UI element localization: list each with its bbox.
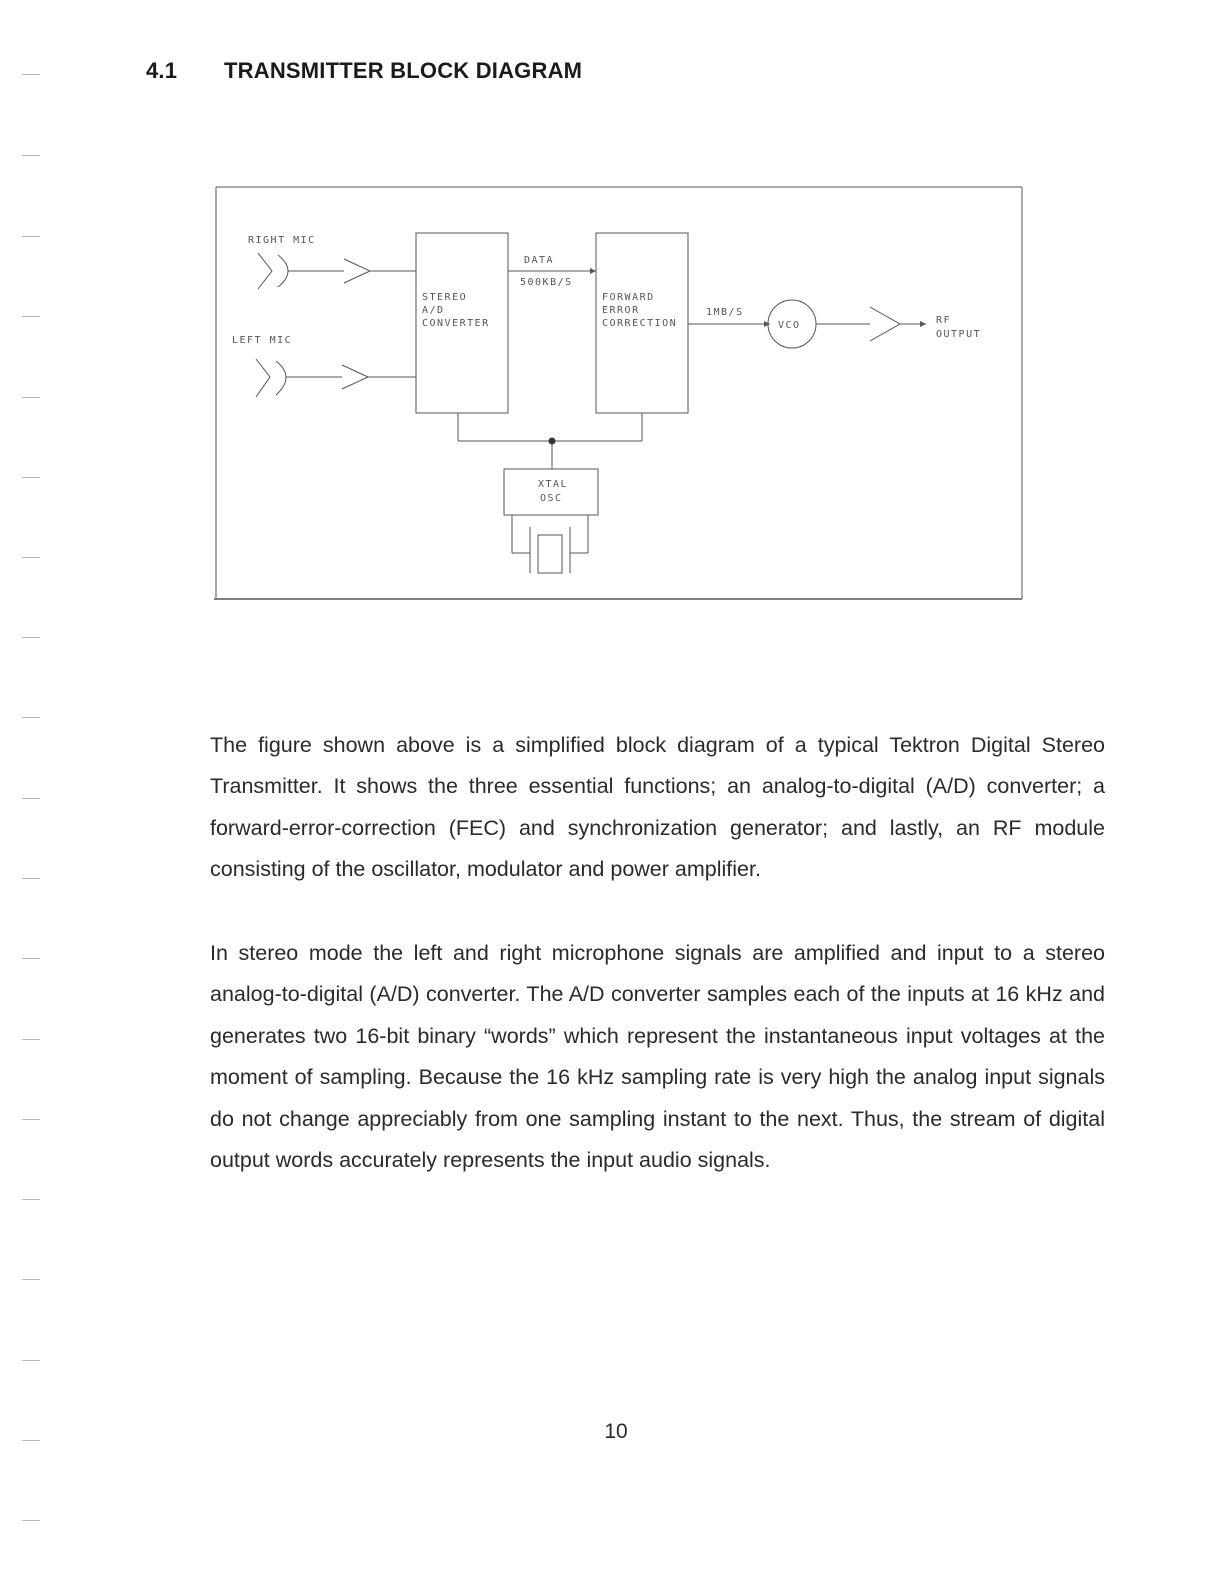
paragraph-overview: The figure shown above is a simplified block diagram of a typical Tektron Digital Stereo Transmitter. It shows the three essential functions; an analog-to-digital (A/D) converter; a forward-error-correction (FEC) and synchronization generator; and lastly, an RF module consisting of the oscillator, modulator and power amplifier. (210, 732, 1105, 881)
data-rate-label: 500KB/S (520, 277, 573, 288)
power-amplifier-icon (870, 307, 900, 341)
fec-label-line3: CORRECTION (602, 318, 678, 329)
right-mic-label: RIGHT MIC (248, 235, 316, 246)
bitrate-label: 1MB/S (706, 307, 744, 318)
rf-label-line2: OUTPUT (936, 329, 982, 340)
transmitter-block-diagram (210, 183, 1030, 608)
data-link-arrowhead (590, 268, 596, 274)
adc-label-line1: STEREO (422, 292, 468, 303)
clock-junction-dot (549, 438, 556, 445)
crystal-icon (512, 515, 588, 573)
adc-label-line2: A/D (422, 305, 445, 316)
left-microphone-icon (256, 359, 342, 397)
fec-to-vco-arrowhead (764, 321, 770, 327)
left-mic-label: LEFT MIC (232, 335, 293, 346)
left-amplifier-icon (342, 365, 416, 389)
binding-margin-ticks (0, 0, 50, 1582)
rf-output-arrowhead (920, 321, 926, 327)
xtal-label-line1: XTAL (538, 479, 569, 490)
diagram-frame (214, 187, 1022, 599)
vco-label: VCO (778, 320, 801, 331)
fec-label-line2: ERROR (602, 305, 640, 316)
section-number: 4.1 (146, 58, 178, 83)
block-diagram-svg (210, 183, 1030, 608)
section-title: TRANSMITTER BLOCK DIAGRAM (224, 58, 583, 83)
paragraph-stereo-mode: In stereo mode the left and right microphone signals are amplified and input to a stereo analog-to-digital (A/D) converter. The A/D converter samples each of the inputs at 16 kHz and generates two 16-bit binary “words” which represent the instantaneous input voltages at the moment of sampling. Because the 16 kHz sampling rate is very high the analog input signals do not change appreciably from one sampling instant to the next. Thus, the stream of digital output words accurately represents the input audio signals. (210, 940, 1105, 1172)
xtal-osc-block (504, 469, 598, 515)
xtal-label-line2: OSC (540, 493, 563, 504)
right-microphone-icon (258, 253, 344, 289)
page-number: 10 (604, 1420, 628, 1443)
rf-label-line1: RF (936, 315, 952, 326)
right-amplifier-icon (344, 259, 416, 283)
section-heading (146, 58, 582, 84)
adc-label-line3: CONVERTER (422, 318, 490, 329)
data-label: DATA (524, 255, 555, 266)
fec-label-line1: FORWARD (602, 292, 655, 303)
